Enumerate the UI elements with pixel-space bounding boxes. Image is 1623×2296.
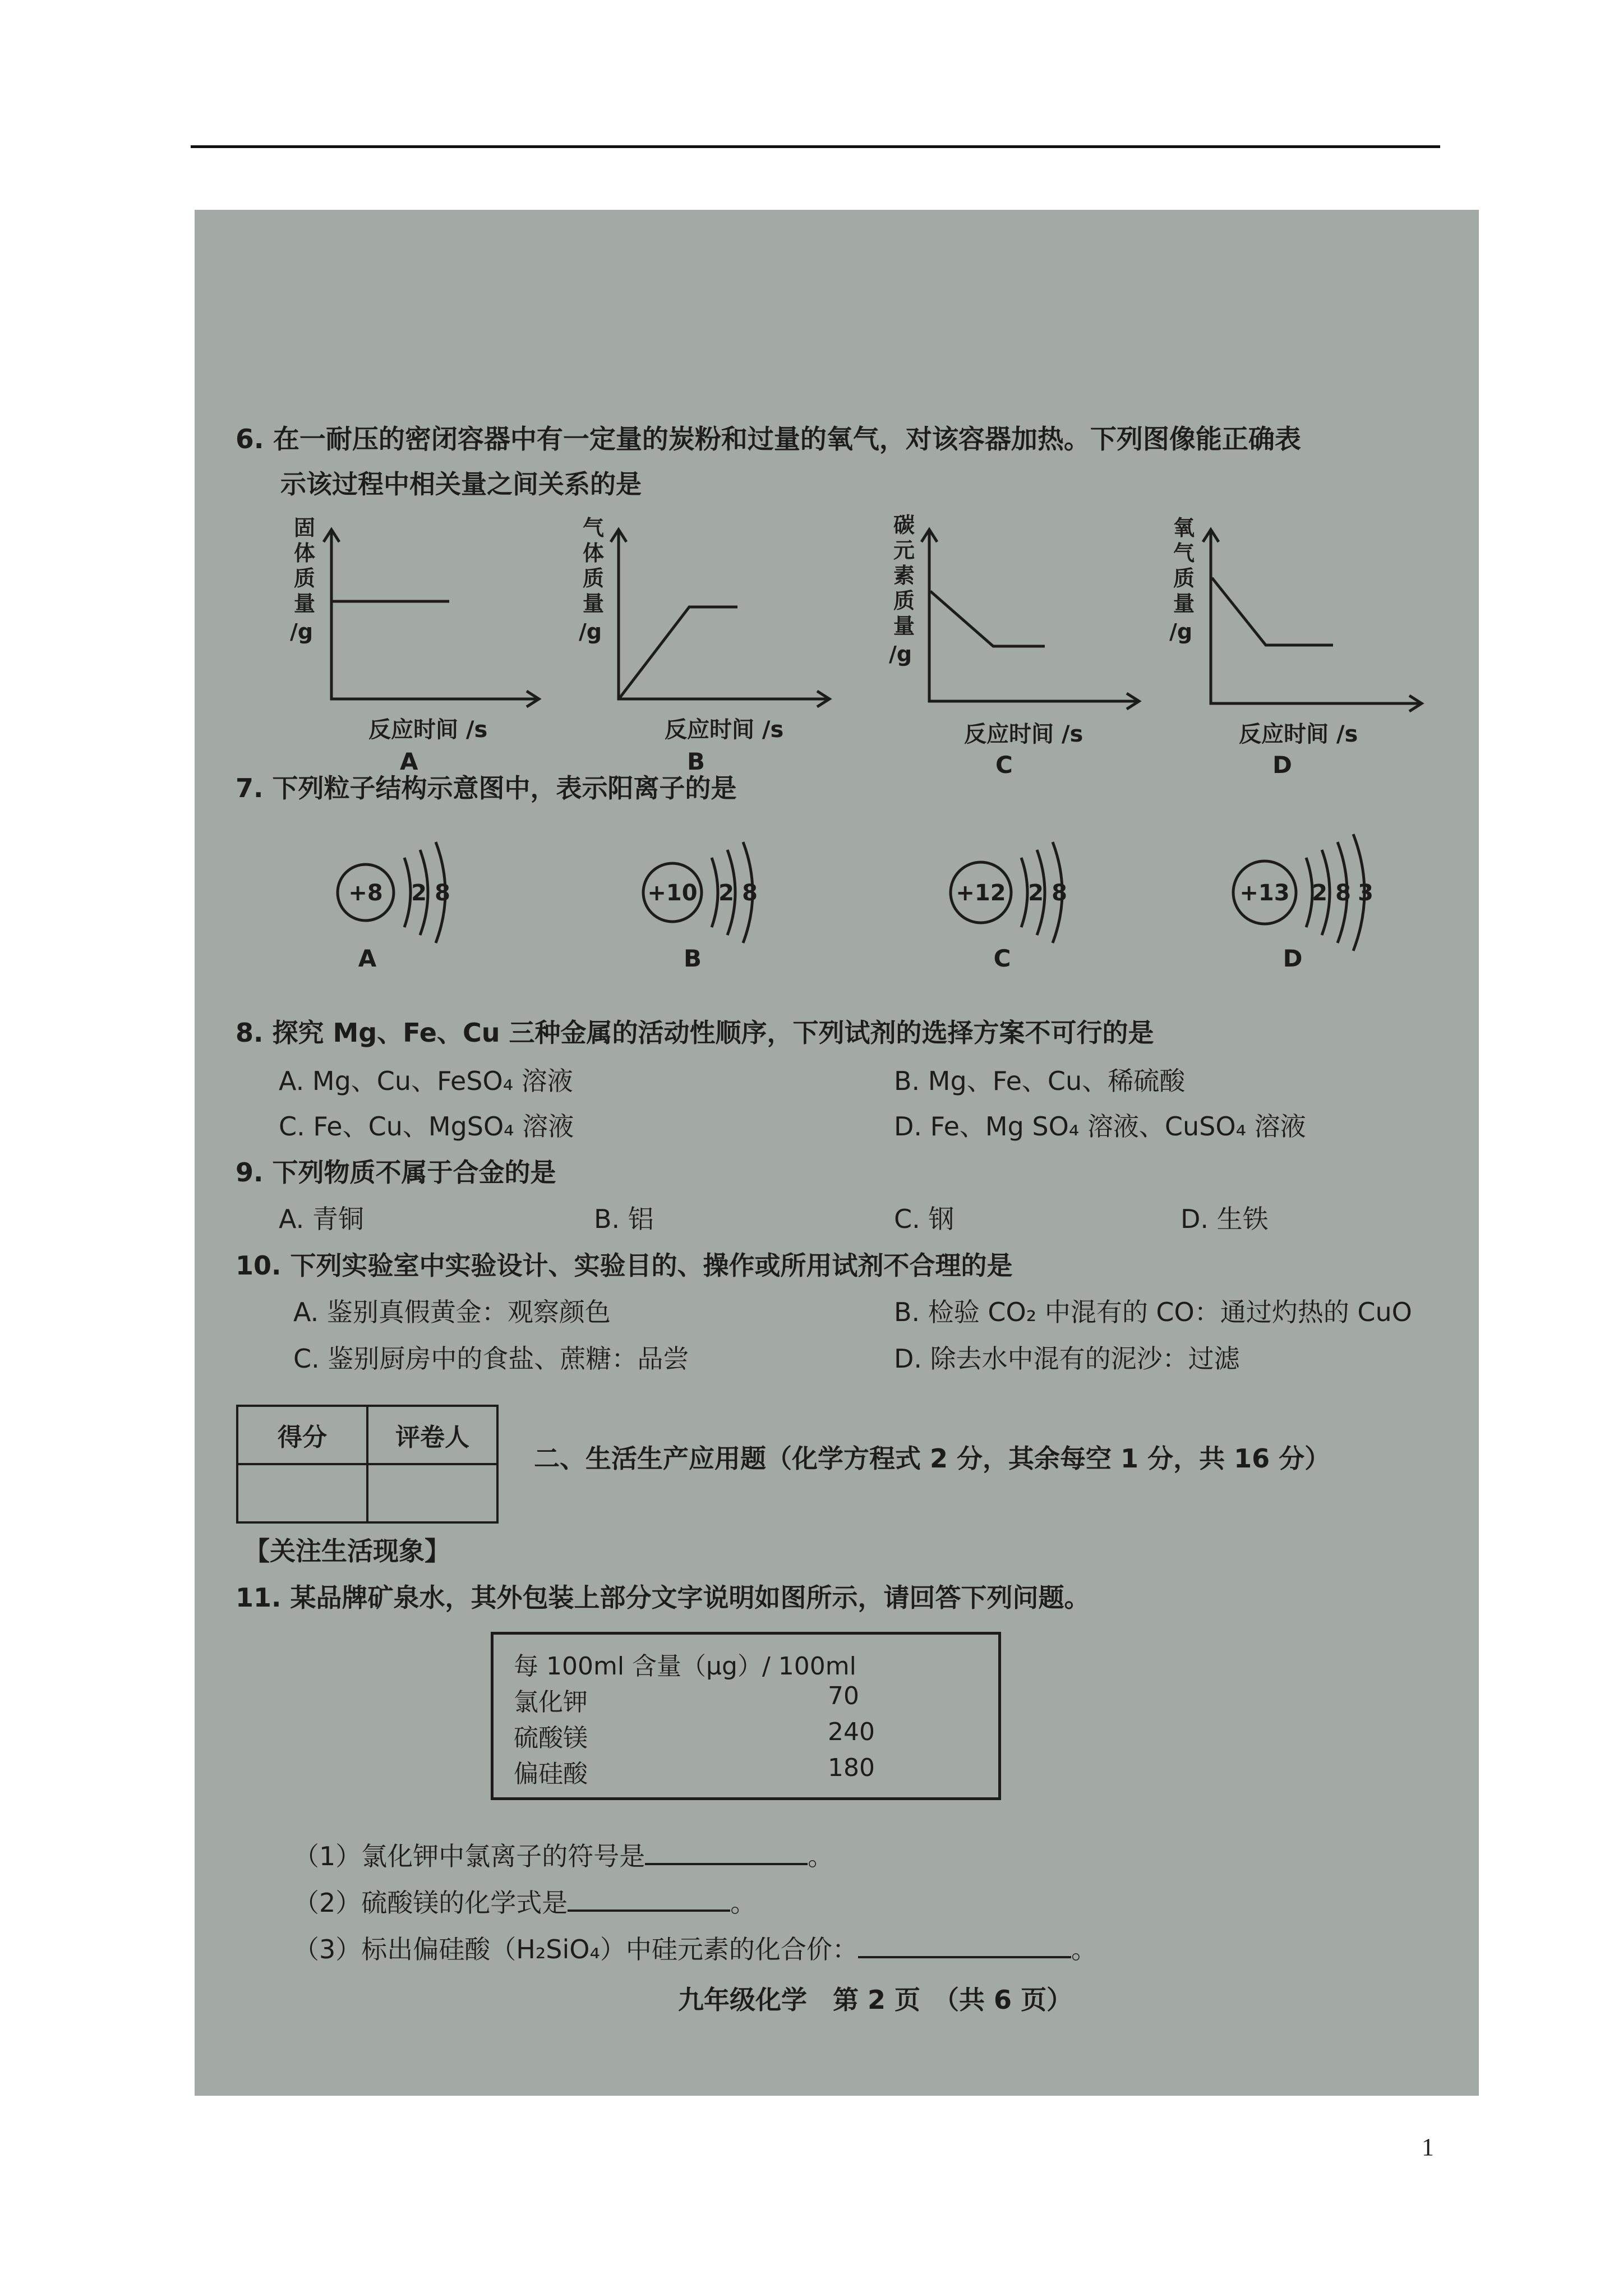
graph-d-ylabel-2: 质 (1173, 566, 1195, 591)
particle-c-shell-2: 8 (1052, 880, 1067, 906)
particle-a-shell-2: 8 (435, 880, 450, 906)
q11-sub1-end: 。 (808, 1841, 834, 1871)
graph-a-ylabel-4: /g (290, 619, 313, 644)
grader-cell (367, 1464, 497, 1522)
q11-text: 11. 某品牌矿泉水，其外包装上部分文字说明如图所示，请回答下列问题。 (236, 1582, 1090, 1613)
graph-c-curve (930, 591, 1045, 646)
q8-text: 8. 探究 Mg、Fe、Cu 三种金属的活动性顺序，下列试剂的选择方案不可行的是 (236, 1018, 1154, 1048)
q11-sub1 (293, 1839, 833, 1869)
q11-sub2-text: （2）硫酸镁的化学式是 (293, 1888, 568, 1918)
graph-c-ylabel-4: 量 (893, 614, 915, 638)
particle-c-shell-1: 2 (1028, 880, 1044, 906)
particle-b-nucleus: +10 (647, 880, 698, 906)
graph-c-axes (929, 530, 1139, 701)
q11-sub3 (293, 1932, 1097, 1962)
q10-option-a: A. 鉴别真假黄金：观察颜色 (293, 1297, 611, 1327)
graph-b-letter: B (687, 748, 706, 775)
graph-b-curve (620, 607, 737, 698)
graph-c-ylabel-2: 素 (893, 563, 915, 588)
particle-a (338, 842, 450, 972)
grader-header: 评卷人 (367, 1406, 497, 1464)
particle-b-shell-2: 8 (742, 880, 758, 906)
ingredient-value-mgso4: 240 (828, 1718, 875, 1746)
graph-b (579, 516, 829, 775)
page-number: 1 (1422, 2133, 1434, 2161)
q9-option-c: C. 钢 (894, 1204, 955, 1234)
particle-d (1233, 834, 1373, 972)
graph-c-ylabel-1: 元 (893, 538, 915, 563)
graph-d (1169, 516, 1422, 779)
q11-sub3-end: 。 (1071, 1934, 1097, 1964)
graph-a-axes (331, 530, 539, 699)
q8-option-d: D. Fe、Mg SO₄ 溶液、CuSO₄ 溶液 (894, 1111, 1306, 1142)
particle-d-letter: D (1283, 945, 1303, 972)
ingredient-name-kcl: 氯化钾 (514, 1688, 588, 1717)
particle-c (951, 842, 1067, 972)
particle-c-letter: C (993, 945, 1011, 972)
ingredient-name-mgso4: 硫酸镁 (514, 1724, 588, 1752)
graph-d-letter: D (1272, 751, 1292, 779)
q8-option-c: C. Fe、Cu、MgSO₄ 溶液 (279, 1111, 574, 1142)
particle-c-nucleus: +12 (956, 880, 1006, 906)
graph-c-xlabel: 反应时间 /s (964, 721, 1083, 747)
scanned-exam-page (195, 210, 1479, 2096)
q11-sub1-text: （1）氯化钾中氯离子的符号是 (293, 1841, 645, 1871)
q10-option-b: B. 检验 CO₂ 中混有的 CO：通过灼热的 CuO (894, 1297, 1412, 1327)
graph-b-ylabel-0: 气 (583, 516, 605, 540)
graph-d-ylabel-4: /g (1169, 619, 1193, 644)
q9-text: 9. 下列物质不属于合金的是 (236, 1157, 556, 1188)
q9-option-b: B. 铝 (594, 1204, 654, 1234)
ingredient-name-h2sio3: 偏硅酸 (514, 1760, 588, 1788)
ingredient-header: 每 100ml 含量（μg）/ 100ml (514, 1652, 856, 1681)
answer-blank-1[interactable] (645, 1839, 808, 1865)
score-cell (237, 1464, 367, 1522)
q10-option-c: C. 鉴别厨房中的食盐、蔗糖：品尝 (293, 1343, 689, 1374)
graph-d-ylabel-3: 量 (1173, 591, 1195, 616)
graph-b-ylabel-2: 质 (583, 566, 605, 591)
particle-a-letter: A (358, 945, 377, 972)
q11-sub3-text: （3）标出偏硅酸（H₂SiO₄）中硅元素的化合价： (293, 1934, 858, 1964)
section-2-title: 二、生活生产应用题（化学方程式 2 分，其余每空 1 分，共 16 分） (534, 1443, 1331, 1474)
q10-text: 10. 下列实验室中实验设计、实验目的、操作或所用试剂不合理的是 (236, 1250, 1013, 1281)
graph-a (290, 516, 539, 775)
graph-a-ylabel-2: 质 (294, 566, 316, 591)
q7-text: 7. 下列粒子结构示意图中，表示阳离子的是 (236, 773, 737, 803)
particle-d-shell-2: 8 (1335, 880, 1351, 906)
graph-a-ylabel-1: 体 (294, 541, 316, 565)
q6-line2: 示该过程中相关量之间关系的是 (280, 469, 642, 499)
particle-d-nucleus: +13 (1239, 880, 1290, 906)
score-header: 得分 (237, 1406, 367, 1464)
particle-b (643, 842, 758, 972)
particle-a-nucleus: +8 (348, 880, 383, 906)
graph-c (889, 513, 1139, 779)
graph-c-letter: C (995, 751, 1013, 779)
graph-b-ylabel-4: /g (579, 619, 602, 644)
q10-option-d: D. 除去水中混有的泥沙：过滤 (894, 1343, 1240, 1374)
q9-option-d: D. 生铁 (1181, 1204, 1269, 1234)
answer-blank-3[interactable] (858, 1932, 1071, 1958)
q11-sub2 (293, 1886, 756, 1916)
q8-option-b: B. Mg、Fe、Cu、稀硫酸 (894, 1066, 1186, 1096)
section-2-tag: 【关注生活现象】 (244, 1536, 450, 1566)
page-footer: 九年级化学 第 2 页 （共 6 页） (678, 1985, 1073, 2015)
graph-a-ylabel-0: 固 (294, 516, 316, 540)
particle-a-shell-1: 2 (411, 880, 427, 906)
q7-particles (195, 818, 1479, 987)
graph-d-xlabel: 反应时间 /s (1239, 721, 1358, 747)
graph-a-xlabel: 反应时间 /s (368, 717, 488, 743)
graph-c-ylabel-3: 质 (893, 588, 915, 613)
graph-c-ylabel-5: /g (889, 642, 912, 666)
answer-blank-2[interactable] (568, 1886, 730, 1912)
graph-a-ylabel-3: 量 (294, 591, 316, 616)
ingredient-value-kcl: 70 (828, 1682, 859, 1710)
particle-d-shell-3: 3 (1358, 880, 1373, 906)
particle-d-shell-1: 2 (1312, 880, 1327, 906)
q6-line1: 6. 在一耐压的密闭容器中有一定量的炭粉和过量的氧气，对该容器加热。下列图像能正确表 (236, 424, 1301, 455)
graph-d-ylabel-0: 氧 (1173, 516, 1195, 540)
graph-a-letter: A (400, 748, 418, 775)
graph-b-axes (619, 530, 829, 699)
graph-b-xlabel: 反应时间 /s (665, 717, 784, 743)
header-rule (191, 145, 1440, 148)
q8-option-a: A. Mg、Cu、FeSO₄ 溶液 (279, 1066, 573, 1096)
graph-b-ylabel-3: 量 (583, 591, 605, 616)
particle-b-letter: B (683, 945, 702, 972)
ingredient-label-box (491, 1632, 1001, 1800)
particle-b-shell-1: 2 (718, 880, 734, 906)
graph-d-curve (1212, 578, 1333, 645)
graph-c-ylabel-0: 碳 (893, 513, 915, 537)
score-table (236, 1405, 499, 1524)
q9-option-a: A. 青铜 (279, 1204, 364, 1234)
ingredient-value-h2sio3: 180 (828, 1754, 875, 1782)
graph-d-ylabel-1: 气 (1173, 541, 1195, 565)
graph-b-ylabel-1: 体 (583, 541, 605, 565)
q11-sub2-end: 。 (730, 1888, 757, 1918)
